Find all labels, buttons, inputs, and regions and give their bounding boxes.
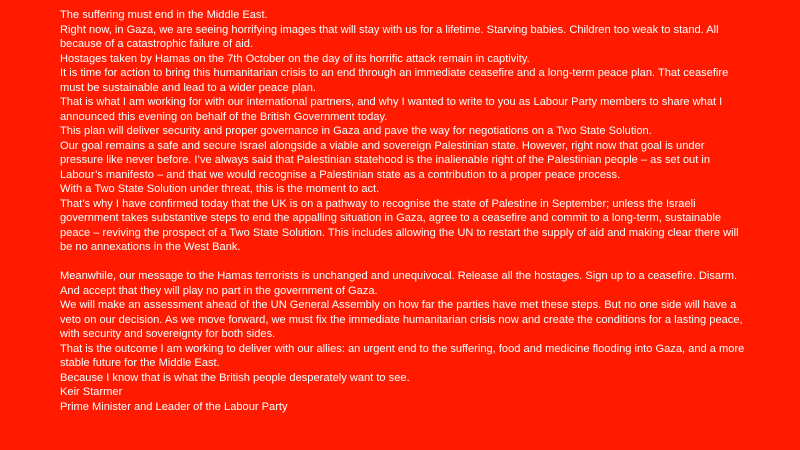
letter-paragraph: With a Two State Solution under threat, this is the moment to act. <box>60 183 380 195</box>
letter-paragraph: That’s why I have confirmed today that the UK is on a pathway to recognise the state of Palestine in September; unless the Israeli government takes substantive steps to end the appalling situation in Gaza, agree to a ceasefire and commit to a long-term, sustainable peace – reviving the prospect of a Two State Solution. This includes allowing the UN to restart the supply of aid and making clear there will be no annexations in the West Bank. <box>60 197 739 253</box>
signature-title: Prime Minister and Leader of the Labour Party <box>60 400 288 413</box>
letter-paragraph: This plan will deliver security and proper governance in Gaza and pave the way for negotiations on a Two State Solution. <box>60 125 652 137</box>
signature-name: Keir Starmer <box>60 386 123 398</box>
letter-paragraph: We will make an assessment ahead of the UN General Assembly on how far the parties have met these steps. But no one side will have a veto on our decision. As we move forward, we must fix the immediate humanitarian crisis now and create the conditions for a lasting peace, with security and sovereignty for both sides. <box>60 299 743 340</box>
letter-paragraph: That is the outcome I am working to deliver with our allies: an urgent end to the suffering, food and medicine flooding into Gaza, and a more stable future for the Middle East. <box>60 342 745 369</box>
letter-paragraph: Meanwhile, our message to the Hamas terrorists is unchanged and unequivocal. Release all the hostages. Sign up to a ceasefire. Disarm. And accept that they will play no part in the government of Gaza. <box>60 270 738 297</box>
letter-paragraph: Because I know that is what the British people desperately want to see. <box>60 371 410 384</box>
letter-body <box>60 8 748 414</box>
letter-paragraph-opening: The suffering must end in the Middle East. <box>60 9 268 21</box>
letter-paragraph: Right now, in Gaza, we are seeing horrifying images that will stay with us for a lifetime. Starving babies. Children too weak to stand. All because of a catastrophic failure of aid. <box>60 23 719 50</box>
letter-paragraph: Our goal remains a safe and secure Israel alongside a viable and sovereign Palestinian state. However, right now that goal is under pressure like never before. I’ve always said that Palestinian statehood is the inalienable right of the Palestinian people – as set out in Labour’s manifesto – and that we would recognise a Palestinian state as a contribution to a proper peace process. <box>60 139 710 181</box>
letter-paragraph: Hostages taken by Hamas on the 7th October on the day of its horrific attack remain in captivity. <box>60 52 530 65</box>
paragraph-gap <box>60 255 748 270</box>
letter-paragraph: That is what I am working for with our international partners, and why I wanted to write to you as Labour Party members to share what I announced this evening on behalf of the British Government today. <box>60 96 723 123</box>
letter-paragraph: It is time for action to bring this humanitarian crisis to an end through an immediate ceasefire and a long-term peace plan. That ceasefire must be sustainable and lead to a wider peace plan. <box>60 67 729 94</box>
